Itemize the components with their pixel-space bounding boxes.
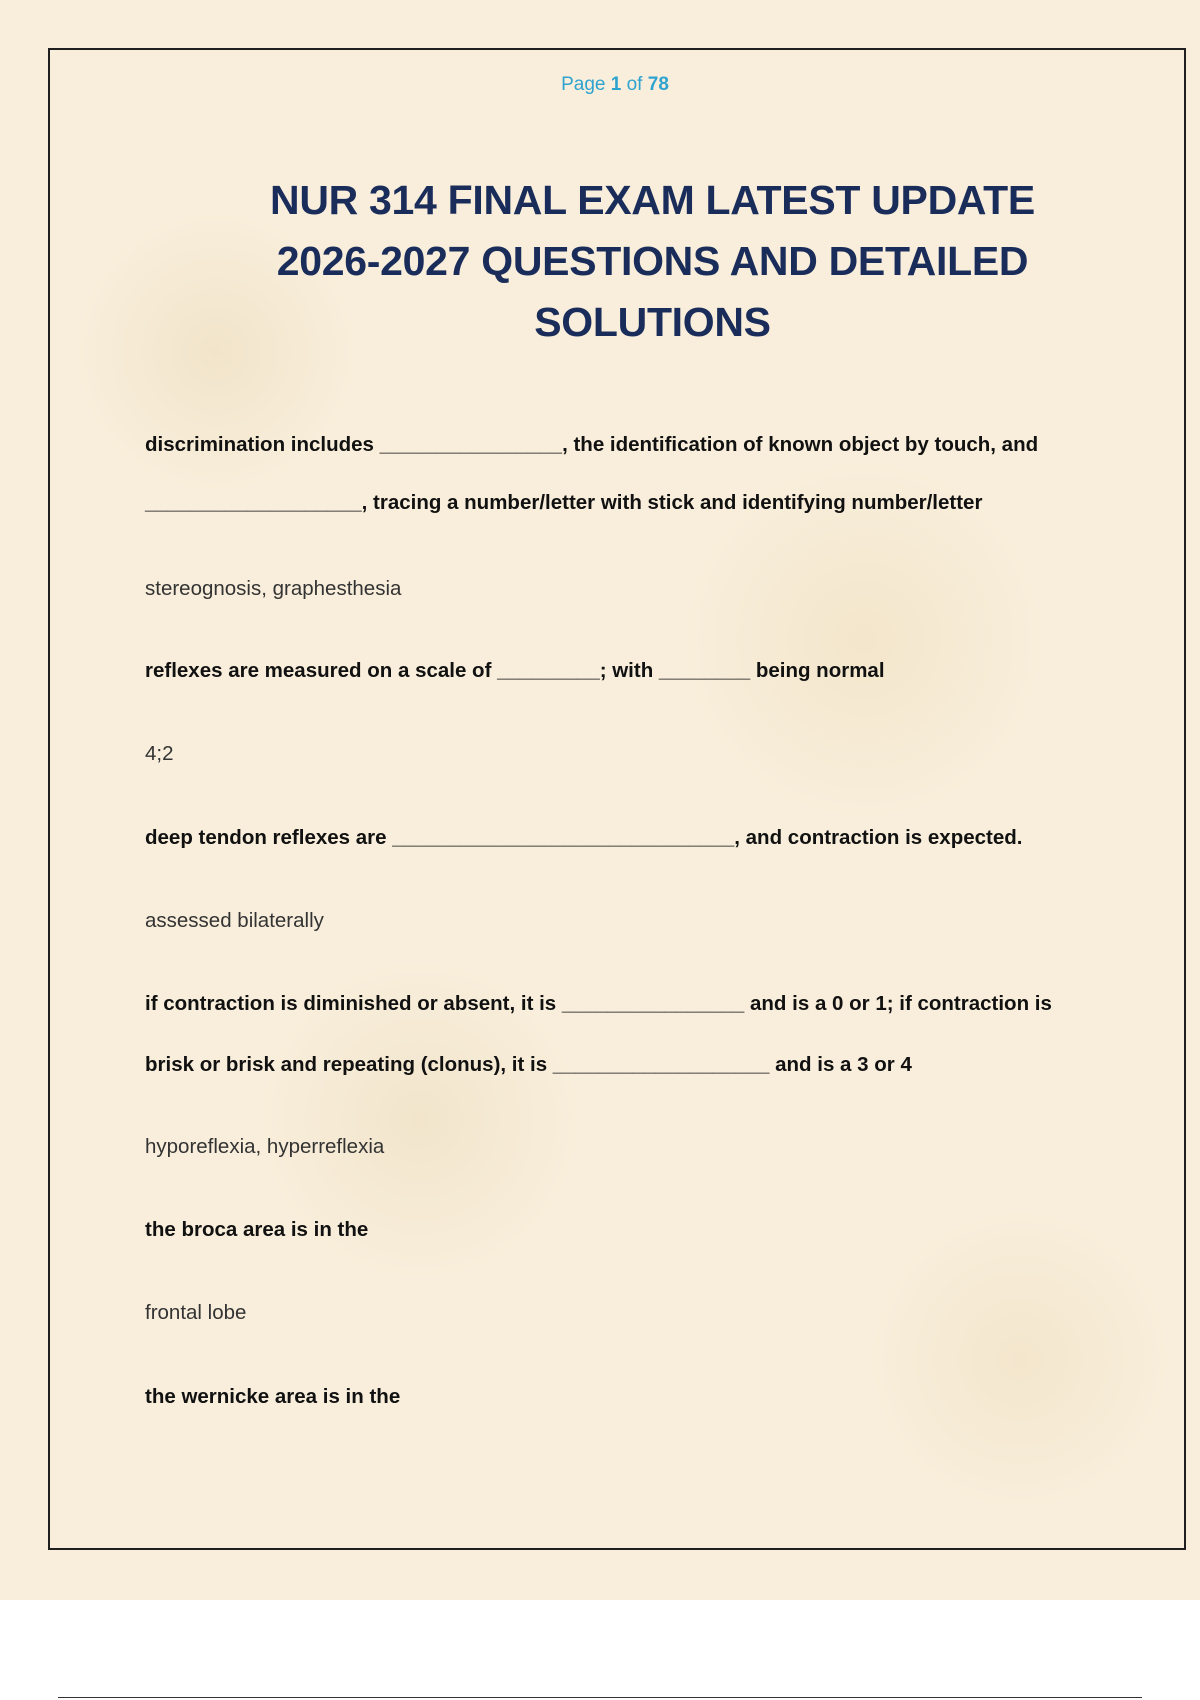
answer-1: stereognosis, graphesthesia [145,577,402,600]
question-6: the wernicke area is in the [145,1385,401,1408]
question-1-line-2: ___________________, tracing a number/letter with stick and identifying number/letter [145,491,983,514]
footer-divider [58,1697,1142,1698]
question-4-line-2: brisk or brisk and repeating (clonus), it is ___________________ and is a 3 or 4 [145,1053,912,1076]
answer-4: hyporeflexia, hyperreflexia [145,1135,385,1158]
page-label: Page [561,74,606,95]
question-4-line-1: if contraction is diminished or absent, it is ________________ and is a 0 or 1; if contraction is [145,992,1052,1015]
question-1-line-1: discrimination includes ________________, the identification of known object by touch, and [145,433,1039,456]
document-title: NUR 314 FINAL EXAM LATEST UPDATE 2026-2027 QUESTIONS AND DETAILED SOLUTIONS [270,177,1035,345]
answer-2: 4;2 [145,742,174,765]
question-2: reflexes are measured on a scale of _________; with ________ being normal [145,659,885,682]
page-of-label: of [626,74,643,95]
answer-3: assessed bilaterally [145,909,324,932]
answer-5: frontal lobe [145,1301,247,1324]
question-5: the broca area is in the [145,1218,369,1241]
page-indicator [0,74,1200,96]
current-page-number: 1 [610,74,622,95]
question-3: deep tendon reflexes are ______________________________, and contraction is expected. [145,826,1023,849]
total-pages-number: 78 [647,74,669,95]
